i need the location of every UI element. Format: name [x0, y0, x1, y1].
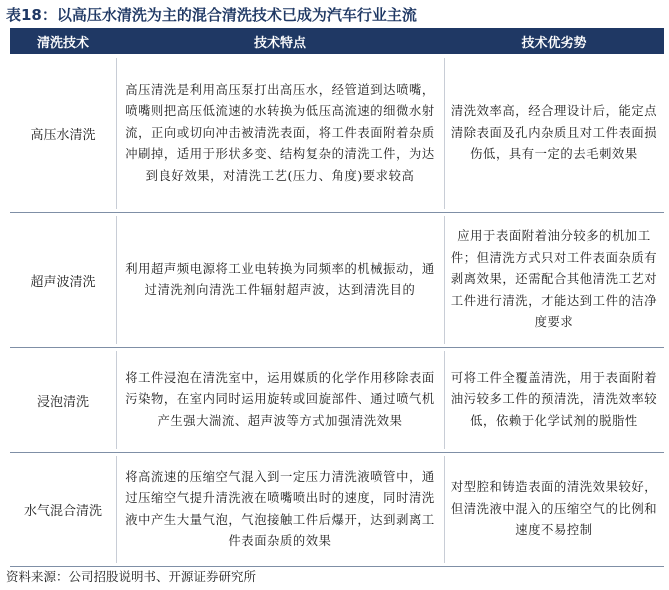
- column-divider: [116, 351, 117, 449]
- row-features: 将高流速的压缩空气混入到一定压力清洗液喷管中，通过压缩空气提升清洗液在喷嘴喷出时的速度，同时清洗液中产生大量气泡，气泡接触工件后爆开，达到剥离工件表面杂质的效果: [125, 469, 435, 548]
- table-row: [10, 348, 664, 453]
- row-features: 利用超声频电源将工业电转换为同频率的机械振动，通过清洗剂向清洗工件辐射超声波，达到清洗目的: [125, 261, 435, 297]
- column-divider: [444, 58, 445, 209]
- column-divider: [444, 351, 445, 449]
- header-technology: 清洗技术: [36, 35, 89, 51]
- source-note: 资料来源：公司招股说明书、开源证券研究所: [6, 569, 257, 584]
- column-divider: [116, 456, 117, 563]
- row-pros-cons: 可将工件全覆盖清洗，用于表面附着油污较多工件的预清洗，清洗效率较低，依赖于化学试剂的脱脂性: [450, 370, 658, 428]
- table-number: 表18：: [6, 6, 57, 24]
- row-pros-cons: 应用于表面附着油分较多的机加工件；但清洗方式只对工件表面杂质有剥离效果，还需配合其他清洗工艺对工件进行清洗，才能达到工件的洁净度要求: [450, 229, 658, 330]
- table-title: [6, 4, 666, 26]
- row-technology-name: 高压水清洗: [30, 128, 96, 143]
- table-row: [10, 55, 664, 213]
- table-row: [10, 213, 664, 348]
- table-title-text: 以高压水清洗为主的混合清洗技术已成为汽车行业主流: [56, 6, 417, 24]
- row-features: 将工件浸泡在清洗室中，运用媒质的化学作用移除表面污染物，在室内同时运用旋转或回旋部件、通过喷气机产生强大湍流、超声波等方式加强清洗效果: [125, 370, 435, 428]
- row-technology-name: 水气混合清洗: [23, 504, 102, 519]
- column-divider: [444, 456, 445, 563]
- column-divider: [116, 216, 117, 344]
- row-pros-cons: 清洗效率高，经合理设计后，能定点清除表面及孔内杂质且对工件表面损伤低，具有一定的去毛刺效果: [450, 104, 658, 162]
- row-pros-cons: 对型腔和铸造表面的清洗效果较好，但清洗液中混入的压缩空气的比例和速度不易控制: [450, 480, 658, 538]
- column-divider: [444, 216, 445, 344]
- table-header: [10, 28, 664, 54]
- row-technology-name: 超声波清洗: [30, 274, 96, 290]
- row-features: 高压清洗是利用高压泵打出高压水，经管道到达喷嘴，喷嘴则把高压低流速的水转换为低压高流速的细微水射流，正向或切向冲击被清洗表面，将工件表面附着杂质冲刷掉，适用于形状多变、结构复杂的清洗工件，为达到良好效果，对清洗工艺(压力、角度)要求较高: [125, 82, 435, 183]
- table-row: [10, 453, 664, 567]
- header-pros-cons: 技术优劣势: [521, 35, 587, 51]
- column-divider: [116, 58, 117, 209]
- row-technology-name: 浸泡清洗: [36, 394, 89, 410]
- header-features: 技术特点: [253, 35, 306, 51]
